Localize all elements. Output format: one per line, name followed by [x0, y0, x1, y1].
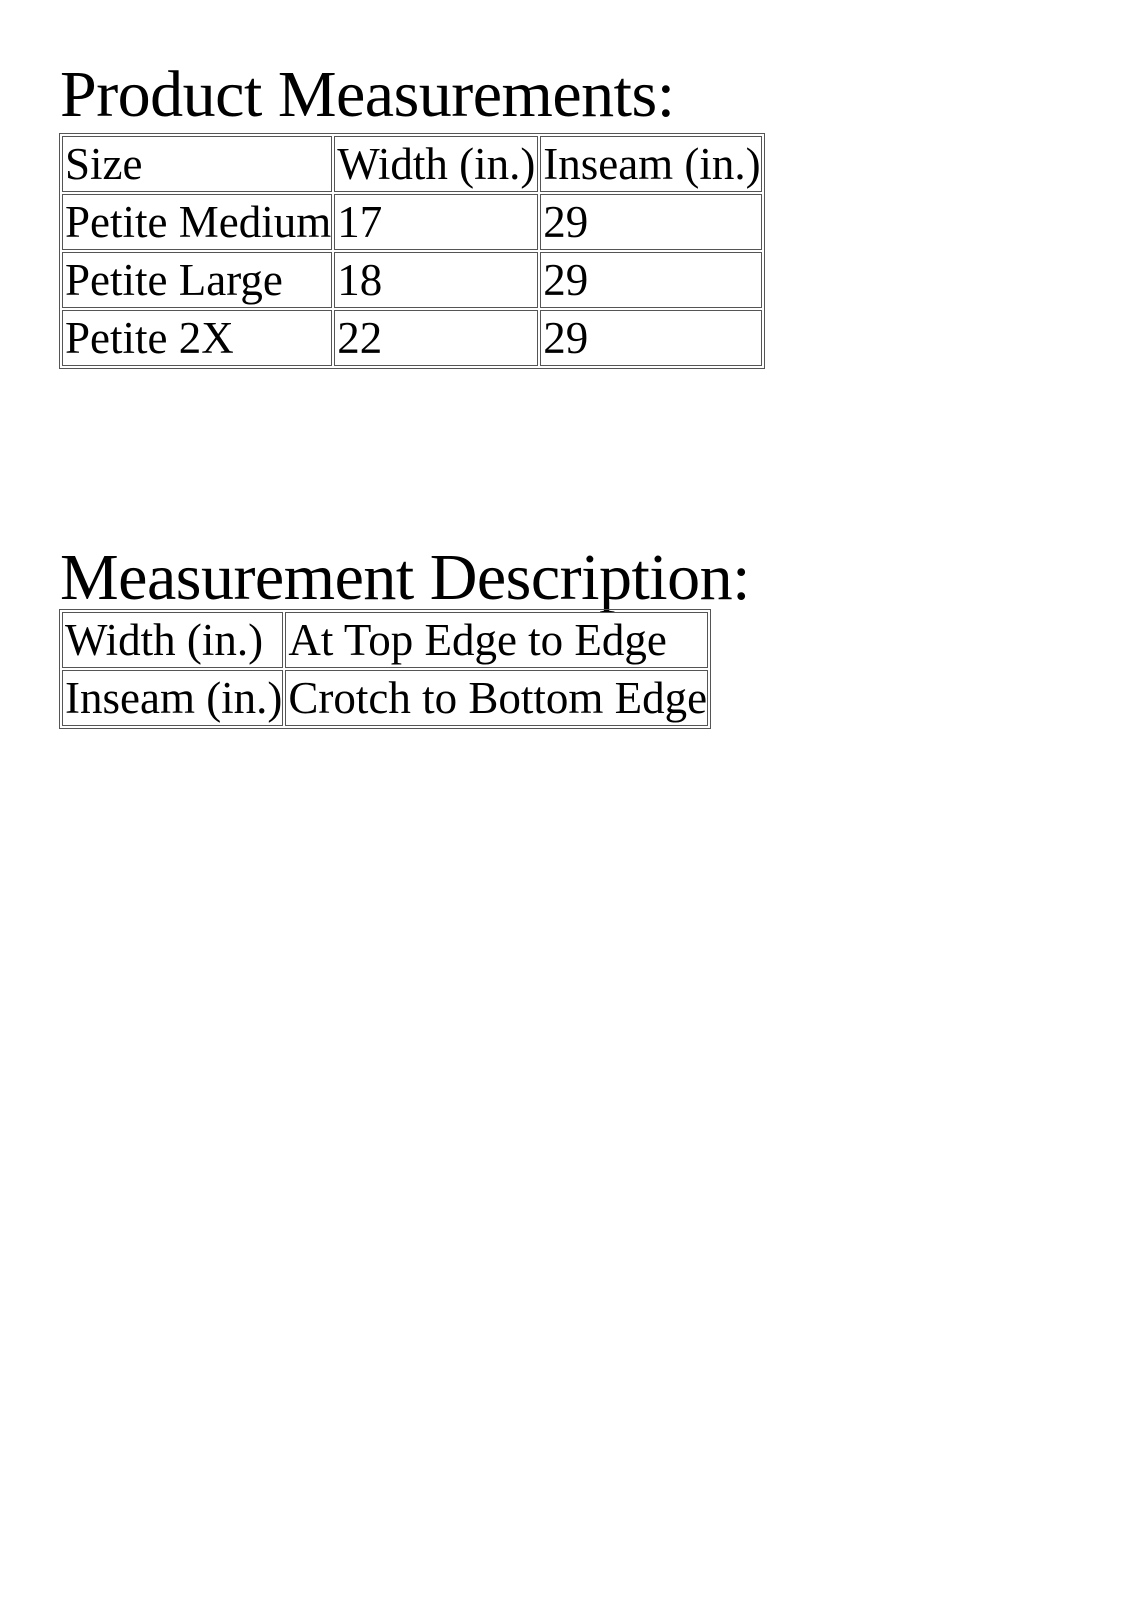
size-cell: Petite Medium: [62, 194, 332, 250]
measurement-name-cell: Width (in.): [62, 612, 283, 668]
table-row: [62, 670, 708, 726]
inseam-cell: 29: [540, 310, 761, 366]
size-cell: Petite Large: [62, 252, 332, 308]
measurement-description-heading: Measurement Description:: [60, 541, 750, 614]
width-cell: 17: [334, 194, 538, 250]
measurement-description-table: [59, 609, 711, 729]
measurement-description-cell: Crotch to Bottom Edge: [285, 670, 708, 726]
table-row: [62, 252, 762, 308]
size-cell: Petite 2X: [62, 310, 332, 366]
column-header-width: Width (in.): [334, 136, 538, 192]
measurement-description-cell: At Top Edge to Edge: [285, 612, 708, 668]
width-cell: 18: [334, 252, 538, 308]
table-row: [62, 194, 762, 250]
inseam-cell: 29: [540, 194, 761, 250]
table-header-row: [62, 136, 762, 192]
column-header-size: Size: [62, 136, 332, 192]
product-measurements-heading: Product Measurements:: [60, 58, 675, 131]
product-measurements-table: [59, 133, 765, 369]
measurement-name-cell: Inseam (in.): [62, 670, 283, 726]
table-row: [62, 310, 762, 366]
inseam-cell: 29: [540, 252, 761, 308]
width-cell: 22: [334, 310, 538, 366]
table-row: [62, 612, 708, 668]
column-header-inseam: Inseam (in.): [540, 136, 761, 192]
